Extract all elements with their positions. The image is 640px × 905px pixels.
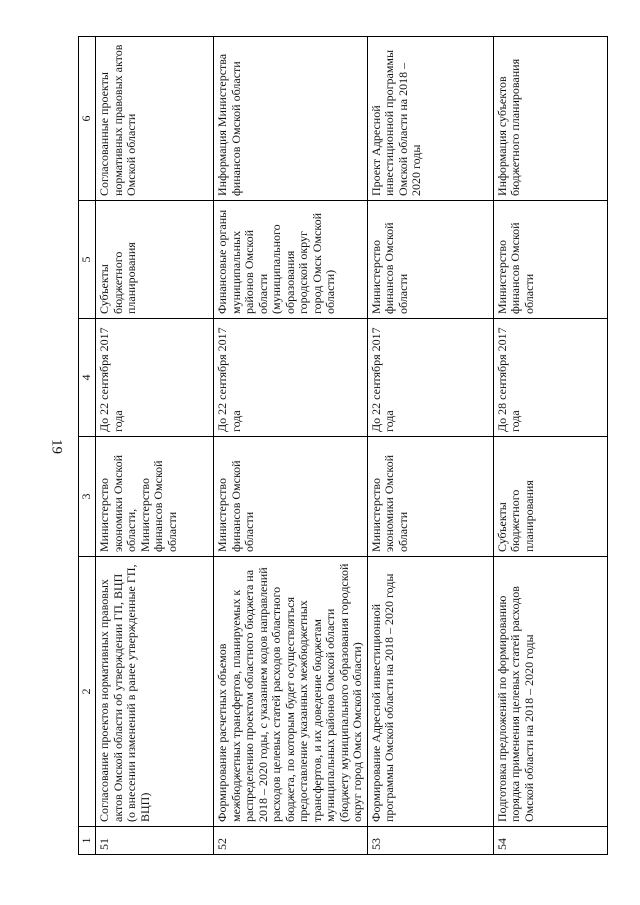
row-deadline: До 28 сентября 2017 года [493,319,608,437]
column-header: 4 [79,319,96,437]
row-action: Подготовка предложений по формированию порядка применения целевых статей расходов Омской области на 2018 – 2020 годы [493,557,608,827]
row-responsible: Министерство экономики Омской области [367,437,493,557]
row-deadline: До 22 сентября 2017 года [367,319,493,437]
row-number: 53 [367,827,493,855]
row-number: 51 [96,827,214,855]
row-responsible: Министерство финансов Омской области [214,437,368,557]
column-header: 3 [79,437,96,557]
row-responsible: Министерство экономики Омской области, Министерство финансов Омской области [96,437,214,557]
row-submits-to: Финансовые органы муниципальных районов Омской области (муниципального образования городской округ город Омск Омской области) [214,201,368,319]
row-result: Информация субъектов бюджетного планирования [493,37,608,201]
table-header-row [79,37,96,855]
page-number: 19 [48,439,65,454]
column-header: 1 [79,827,96,855]
row-number: 54 [493,827,608,855]
row-result: Информация Министерства финансов Омской области [214,37,368,201]
row-deadline: До 22 сентября 2017 года [214,319,368,437]
row-submits-to: Министерство финансов Омской области [367,201,493,319]
table-row [367,37,493,855]
rotated-table-container [78,37,608,855]
row-submits-to: Министерство финансов Омской области [493,201,608,319]
row-deadline: До 22 сентября 2017 года [96,319,214,437]
row-action: Согласование проектов нормативных правовых актов Омской области об утверждении ГП, ВЦП (о внесении изменений в ранее утвержденные ГП, ВЦП) [96,557,214,827]
row-number: 52 [214,827,368,855]
schedule-table [78,36,608,855]
column-header: 5 [79,201,96,319]
row-result: Согласованные проекты нормативных правовых актов Омской области [96,37,214,201]
table-row [493,37,608,855]
table-row [214,37,368,855]
row-submits-to: Субъекты бюджетного планирования [96,201,214,319]
table-row [96,37,214,855]
row-result: Проект Адресной инвестиционной программы Омской области на 2018 – 2020 годы [367,37,493,201]
row-responsible: Субъекты бюджетного планирования [493,437,608,557]
column-header: 2 [79,557,96,827]
column-header: 6 [79,37,96,201]
row-action: Формирование расчетных объемов межбюджетных трансфертов, планируемых к распределению проектом областного бюджета на 2018 – 2020 годы, с указанием кодов направлений расходов целевых статей расходов областного бюджета, по которым будет осуществляться предоставление указанных межбюджетных трансфертов, и их доведение бюджетам муниципальных районов Омской области (бюджету муниципального образования городской округ город Омск Омской области) [214,557,368,827]
row-action: Формирование Адресной инвестиционной программы Омской области на 2018 – 2020 годы [367,557,493,827]
